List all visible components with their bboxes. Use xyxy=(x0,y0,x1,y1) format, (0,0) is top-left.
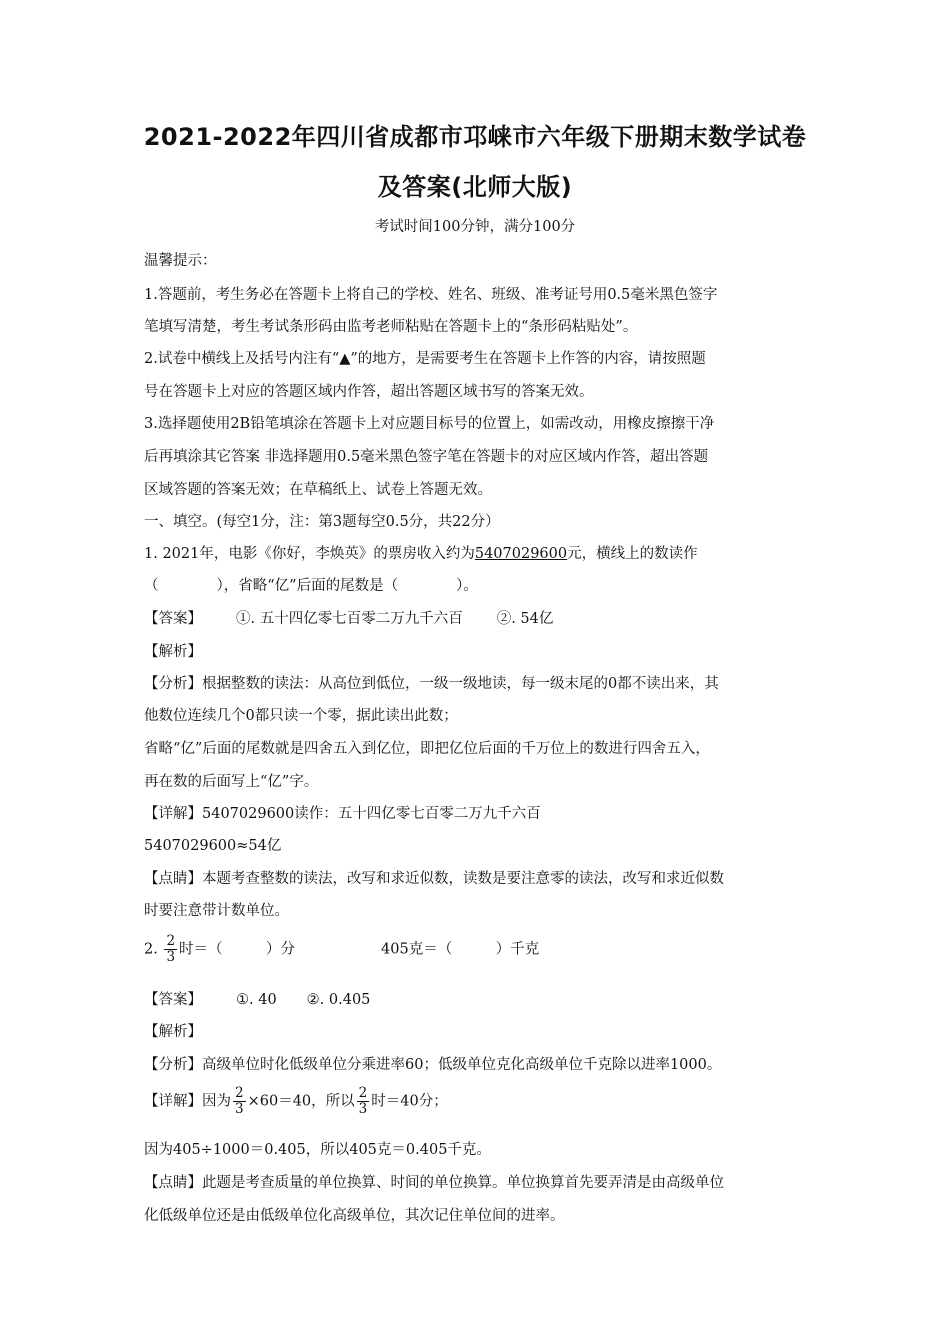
q2-dianjing-1: 【点睛】此题是考查质量的单位换算、时间的单位换算。单位换算首先要弄清是由高级单位 xyxy=(144,1175,724,1191)
title-line-1: 2021-2022年四川省成都市邛崃市六年级下册期末数学试卷 xyxy=(143,123,807,151)
q1-suffix: 元，横线上的数读作 xyxy=(567,546,698,562)
q2-answer-2: ②. 0.405 xyxy=(306,992,371,1008)
answer-label: 【答案】 xyxy=(144,992,202,1008)
q2-xiangjie-2: 因为405÷1000＝0.405，所以405克＝0.405千克。 xyxy=(144,1142,491,1158)
q2-part-1: 时＝（ ）分 xyxy=(179,941,296,958)
title-line-2: 及答案(北师大版) xyxy=(377,173,573,201)
q2-xiangjie-1 xyxy=(144,1086,812,1117)
q1-xiangjie-1: 【详解】5407029600读作：五十四亿零七百零二万九千六百 xyxy=(144,806,541,822)
tip-3-line-1: 3.选择题使用2B铅笔填涂在答题卡上对应题目标号的位置上，如需改动，用橡皮擦擦干净 xyxy=(144,416,715,432)
q2-dianjing-2: 化低级单位还是由低级单位化高级单位，其次记住单位间的进率。 xyxy=(144,1208,565,1224)
q1-xiangjie-2: 5407029600≈54亿 xyxy=(144,838,282,854)
q2-answer-1: ①. 40 xyxy=(236,992,277,1008)
q1-fenxi-4: 再在数的后面写上“亿”字。 xyxy=(144,774,319,790)
tip-2-line-1: 2.试卷中横线上及括号内注有“▲”的地方，是需要考生在答题卡上作答的内容，请按照题 xyxy=(144,351,706,367)
q2-xiangjie-mid: ×60＝40，所以 xyxy=(247,1093,355,1110)
q1-stem-line-2: （ ），省略“亿”后面的尾数是（ ）。 xyxy=(144,578,478,594)
q2-fraction: $\frac{2}{3}$ xyxy=(166,933,176,965)
tip-1-line-1: 1.答题前，考生务必在答题卡上将自己的学校、姓名、班级、准考证号用0.5毫米黑色签字 xyxy=(144,287,718,303)
q1-answer-1: ①. 五十四亿零七百零二万九千六百 xyxy=(236,611,463,627)
tips-heading: 温馨提示： xyxy=(144,253,217,269)
tip-1-line-2: 笔填写清楚，考生考试条形码由监考老师粘贴在答题卡上的“条形码粘贴处”。 xyxy=(144,319,638,335)
q1-prefix: 1. 2021年，电影《你好，李焕英》的票房收入约为 xyxy=(144,546,475,562)
q2-xiangjie-fraction-2: $\frac{2}{3}$ xyxy=(358,1085,368,1117)
q2-stem xyxy=(144,934,812,965)
q1-dianjing-1: 【点睛】本题考查整数的读法，改写和求近似数，读数是要注意零的读法，改写和求近似数 xyxy=(144,871,724,887)
q1-fenxi-3: 省略“亿”后面的尾数就是四舍五入到亿位，即把亿位后面的千万位上的数进行四舍五入， xyxy=(144,741,710,757)
q1-answer xyxy=(144,607,812,628)
section-heading: 一、填空。(每空1分，注：第3题每空0.5分，共22分） xyxy=(144,514,500,530)
q2-jiexi: 【解析】 xyxy=(144,1024,202,1040)
q2-xiangjie-fraction-1: $\frac{2}{3}$ xyxy=(235,1085,244,1117)
tip-3-line-3: 区域答题的答案无效；在草稿纸上、试卷上答题无效。 xyxy=(144,482,492,498)
tip-2-line-2: 号在答题卡上对应的答题区域内作答，超出答题区域书写的答案无效。 xyxy=(144,384,594,400)
q1-dianjing-2: 时要注意带计数单位。 xyxy=(144,903,289,919)
q1-jiexi: 【解析】 xyxy=(144,644,202,660)
q2-number: 2. xyxy=(144,941,158,958)
q1-answer-2: ②. 54亿 xyxy=(496,611,554,627)
answer-label: 【答案】 xyxy=(144,611,202,627)
q1-fenxi-2: 他数位连续几个0都只读一个零，据此读出此数； xyxy=(144,708,458,724)
q1-underlined-number: 5407029600 xyxy=(474,546,568,562)
tip-3-line-2: 后再填涂其它答案 非选择题用0.5毫米黑色签字笔在答题卡的对应区域内作答，超出答题 xyxy=(144,449,709,465)
q2-part-2: 405克＝（ ）千克 xyxy=(381,941,540,958)
exam-info: 考试时间100分钟，满分100分 xyxy=(374,219,576,235)
q2-answer xyxy=(144,988,812,1009)
q2-xiangjie-label: 【详解】因为 xyxy=(144,1093,231,1110)
q2-fenxi: 【分析】高级单位时化低级单位分乘进率60；低级单位克化高级单位千克除以进率1000。 xyxy=(144,1057,722,1073)
q1-fenxi-1: 【分析】根据整数的读法：从高位到低位，一级一级地读，每一级末尾的0都不读出来，其 xyxy=(144,676,719,692)
q2-xiangjie-end: 时＝40分； xyxy=(371,1093,448,1110)
q1-stem xyxy=(144,542,812,563)
